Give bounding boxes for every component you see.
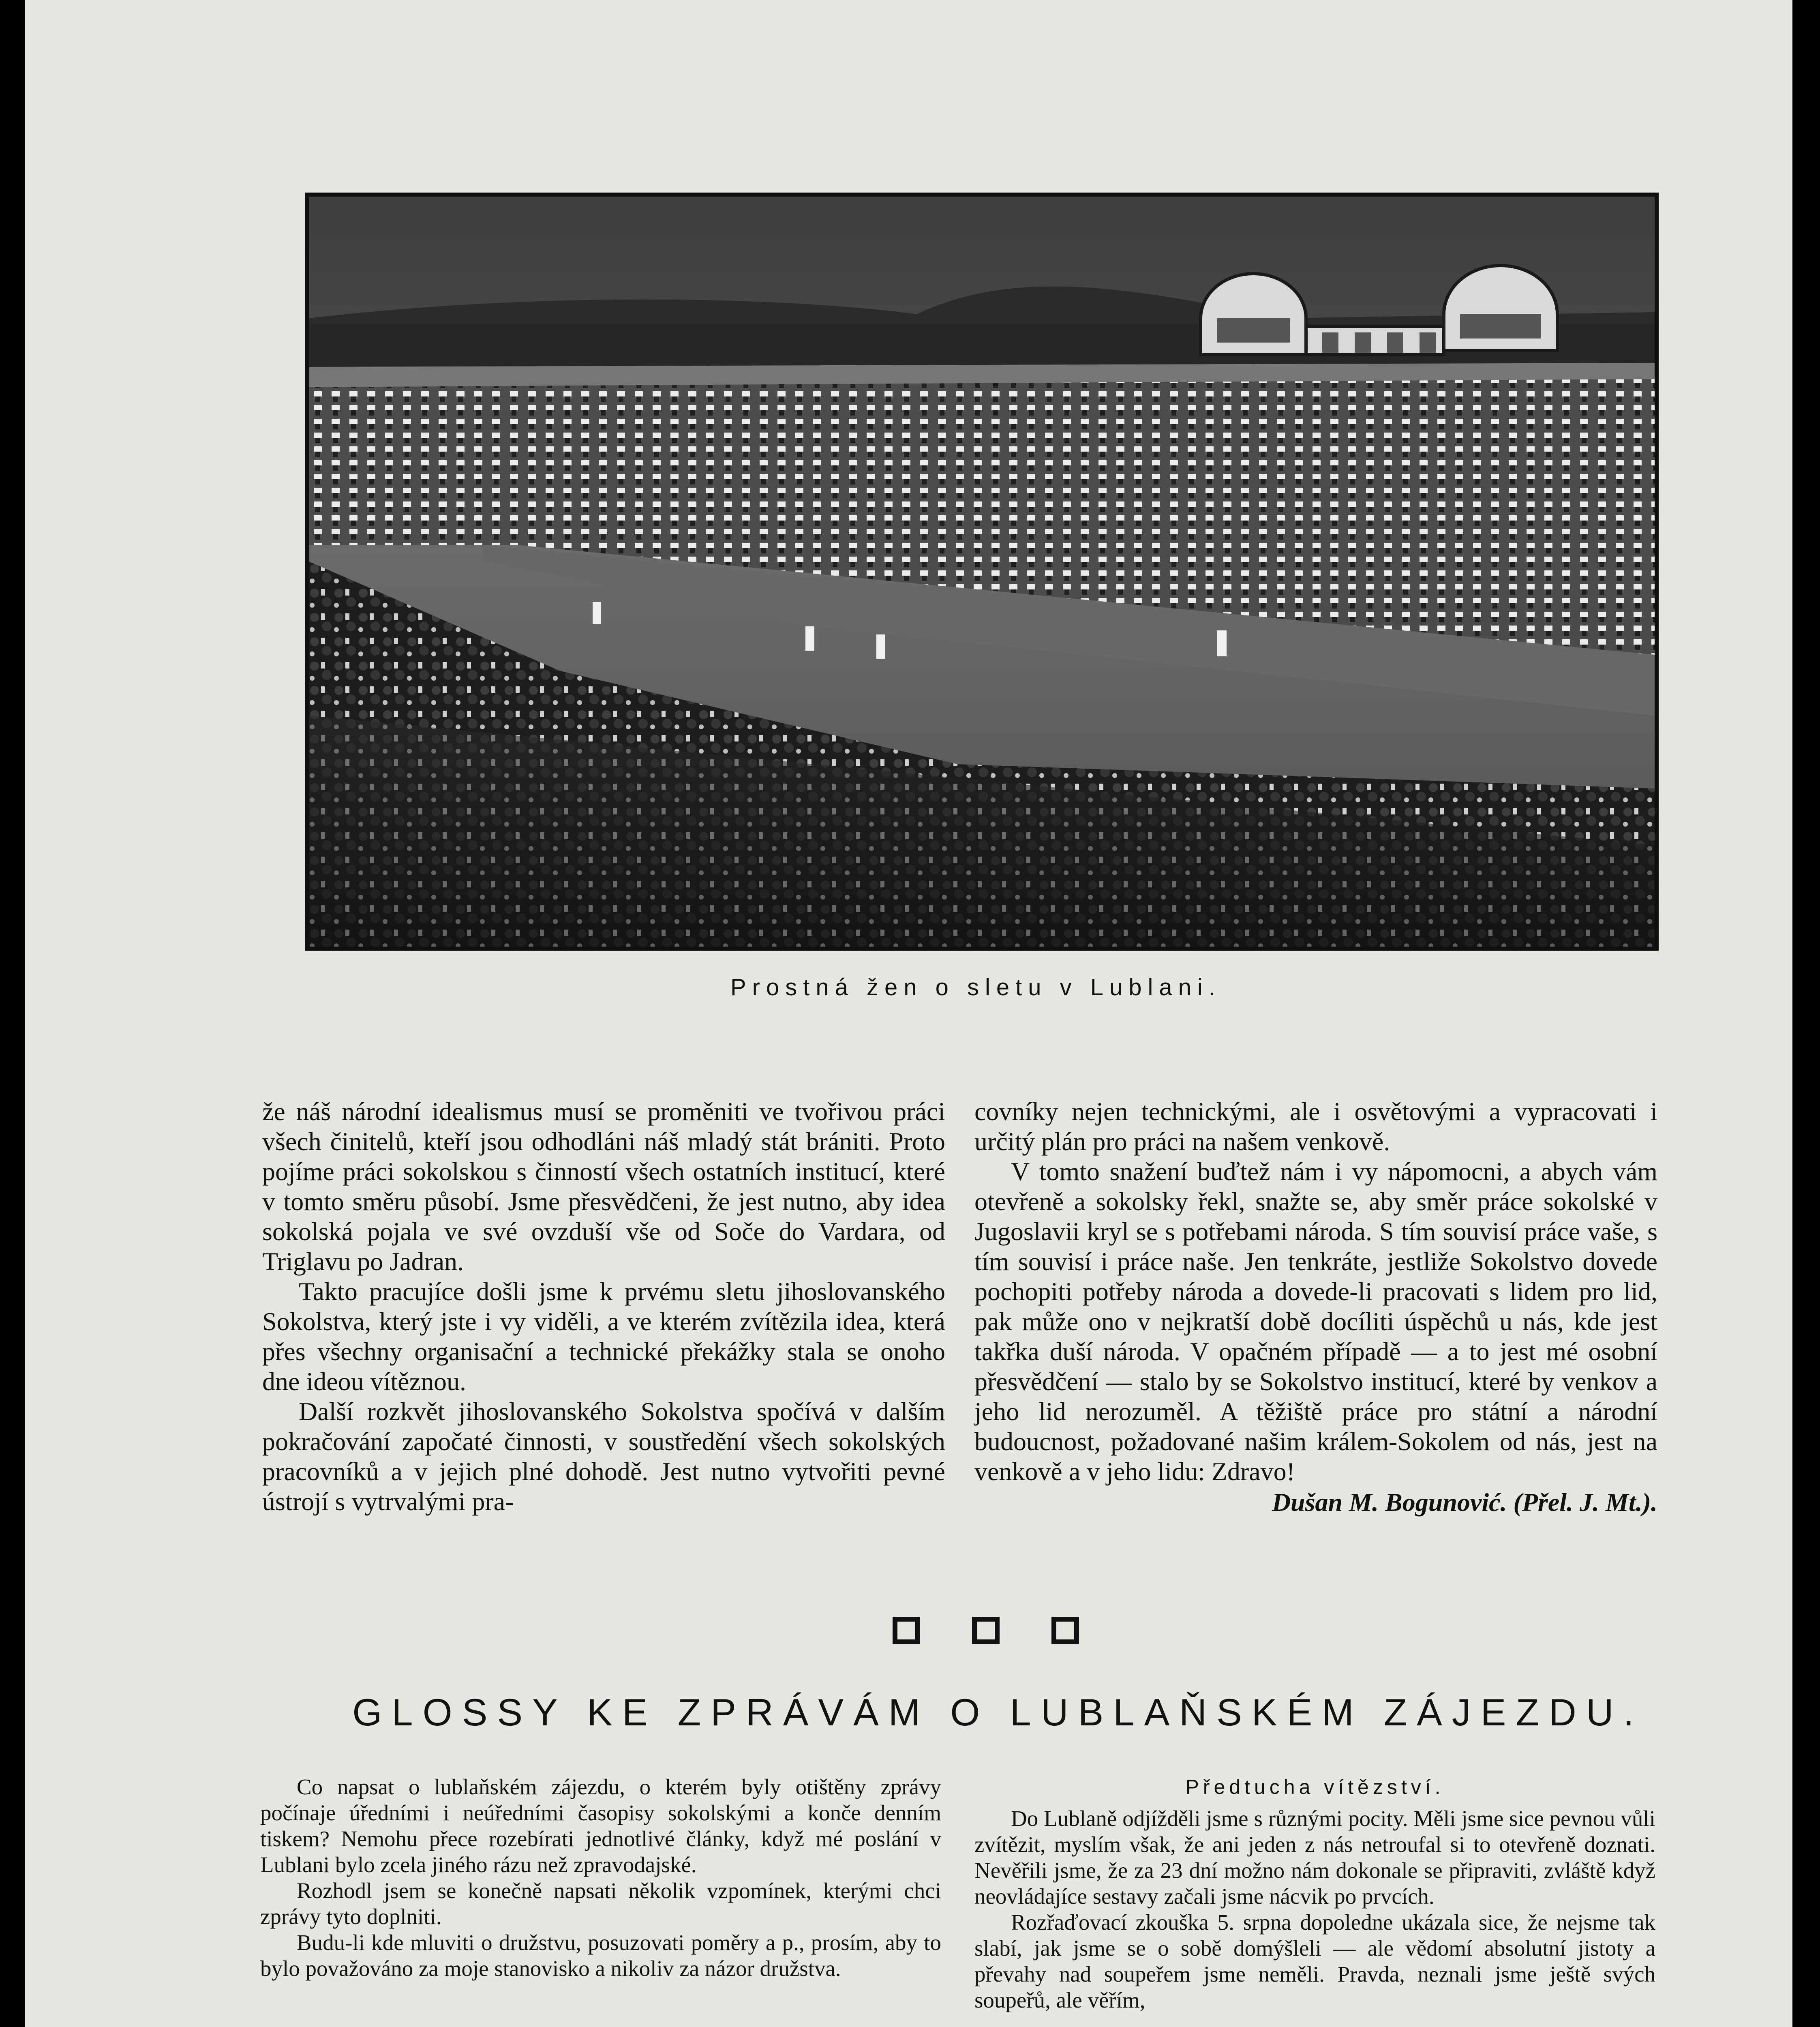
- article2-paragraph: Rozřaďovací zkouška 5. srpna dopoledne ukázala sice, že nejsme tak slabí, jak jsme se o sobě domýšleli — ale vědomí absolutní jistoty a převahy nad soupeřem jsme neměli. Pravda, neznali jsme ještě svých soupeřů, ale věřím,: [974, 1910, 1655, 2012]
- article1-paragraph: V tomto snažení buďtež nám i vy nápomocni, a abych vám otevřeně a sokolsky řekl, snažte se, aby směr práce sokolské v Jugoslavii kryl se s potřebami národa. S tím souvisí práce vaše, s tím souvisí i práce naše. Jen tenkráte, jestliže Sokolstvo dovede pochopiti potřeby národa a dovede-li pracovati s lidem pro lid, pak může ono v nejkratší době docíliti úspěchů u nás, kde jest takřka duší národa. V opačném případě — a to jest mé osobní přesvědčení — stalo by se Sokolstvo institucí, které by venkov a jeho lid nerozuměl. A těžiště práce pro státní a národní budoucnost, požadované našim králem-Sokolem od nás, jest na venkově a v jeho lidu: Zdravo!: [974, 1157, 1657, 1486]
- article2-left-column: [260, 1774, 941, 1982]
- section-subheading: Předtucha vítězství.: [1185, 1776, 1445, 1798]
- separator-square-icon: [972, 1617, 1000, 1644]
- article1-left-column: [262, 1097, 945, 1517]
- article2-paragraph: Co napsat o lublaňském zájezdu, o kterém byly otištěny zprávy počínaje úředními i neúředními časopisy sokolskými a konče denním tiskem? Nemohu přece rozebírati jednotlivé články, když mé poslání v Lublani bylo zcela jiného rázu než zpravodajské.: [260, 1774, 941, 1877]
- article2-paragraph: Rozhodl jsem se konečně napsati několik vzpomínek, kterými chci zprávy tyto doplniti.: [260, 1878, 941, 1929]
- stadium-scene-image: [309, 197, 1655, 947]
- separator-square-icon: [1051, 1617, 1079, 1644]
- author-signature: Dušan M. Bogunović. (Přel. J. Mt.).: [1272, 1488, 1657, 1517]
- article1-paragraph: covníky nejen technickými, ale i osvětovými a vypracovati i určitý plán pro práci na našem venkově.: [974, 1097, 1657, 1156]
- sokol-slet-photograph: [305, 193, 1659, 951]
- article1-right-column: [974, 1097, 1657, 1517]
- article1-paragraph: Další rozkvět jihoslovanského Sokolstva spočívá v dalším pokračování započaté činnosti, v soustředění všech sokolských pracovníků a v jejich plné dohodě. Jest nutno vytvořiti pevné ústrojí s vytrvalými pra-: [262, 1397, 945, 1516]
- ink-spot: [893, 1638, 897, 1642]
- article2-paragraph: Budu-li kde mluviti o družstvu, posuzovati poměry a p., prosím, aby to bylo považováno za moje stanovisko a nikoliv za názor družstva.: [260, 1930, 941, 1981]
- article-headline: GLOSSY KE ZPRÁVÁM O LUBLAŇSKÉM ZÁJEZDU.: [352, 1691, 1644, 1733]
- section-separator: [893, 1617, 1079, 1644]
- article2-right-column: [974, 1774, 1655, 2013]
- article1-paragraph: že náš národní idealismus musí se proměniti ve tvořivou práci všech činitelů, kteří jsou odhodláni náš mladý stát brániti. Proto pojíme práci sokolskou s činností všech ostatních institucí, které v tomto směru působí. Jsme přesvědčeni, že jest nutno, aby idea sokolská pojala ve své ovzduší vše od Soče do Vardara, od Triglavu po Jadran.: [262, 1097, 945, 1276]
- magazine-page: [25, 0, 1792, 2027]
- photo-caption: Prostná žen o sletu v Lublani.: [730, 974, 1221, 1001]
- separator-square-icon: [893, 1617, 920, 1644]
- article2-paragraph: Do Lublaně odjížděli jsme s různými pocity. Měli jsme sice pevnou vůli zvítězit, myslím však, že ani jeden z nás netroufal si to otevřeně doznati. Nevěřili jsme, že za 23 dní možno nám dokonale se připraviti, zvláště když neovládajíce sestavy začali jsme nácvik po prvcích.: [974, 1806, 1655, 1909]
- article1-paragraph: Takto pracujíce došli jsme k prvému sletu jihoslovanského Sokolstva, který jste i vy viděli, a ve kterém zvítězila idea, která přes všechny organisační a technické překážky stala se onoho dne ideou vítěznou.: [262, 1277, 945, 1396]
